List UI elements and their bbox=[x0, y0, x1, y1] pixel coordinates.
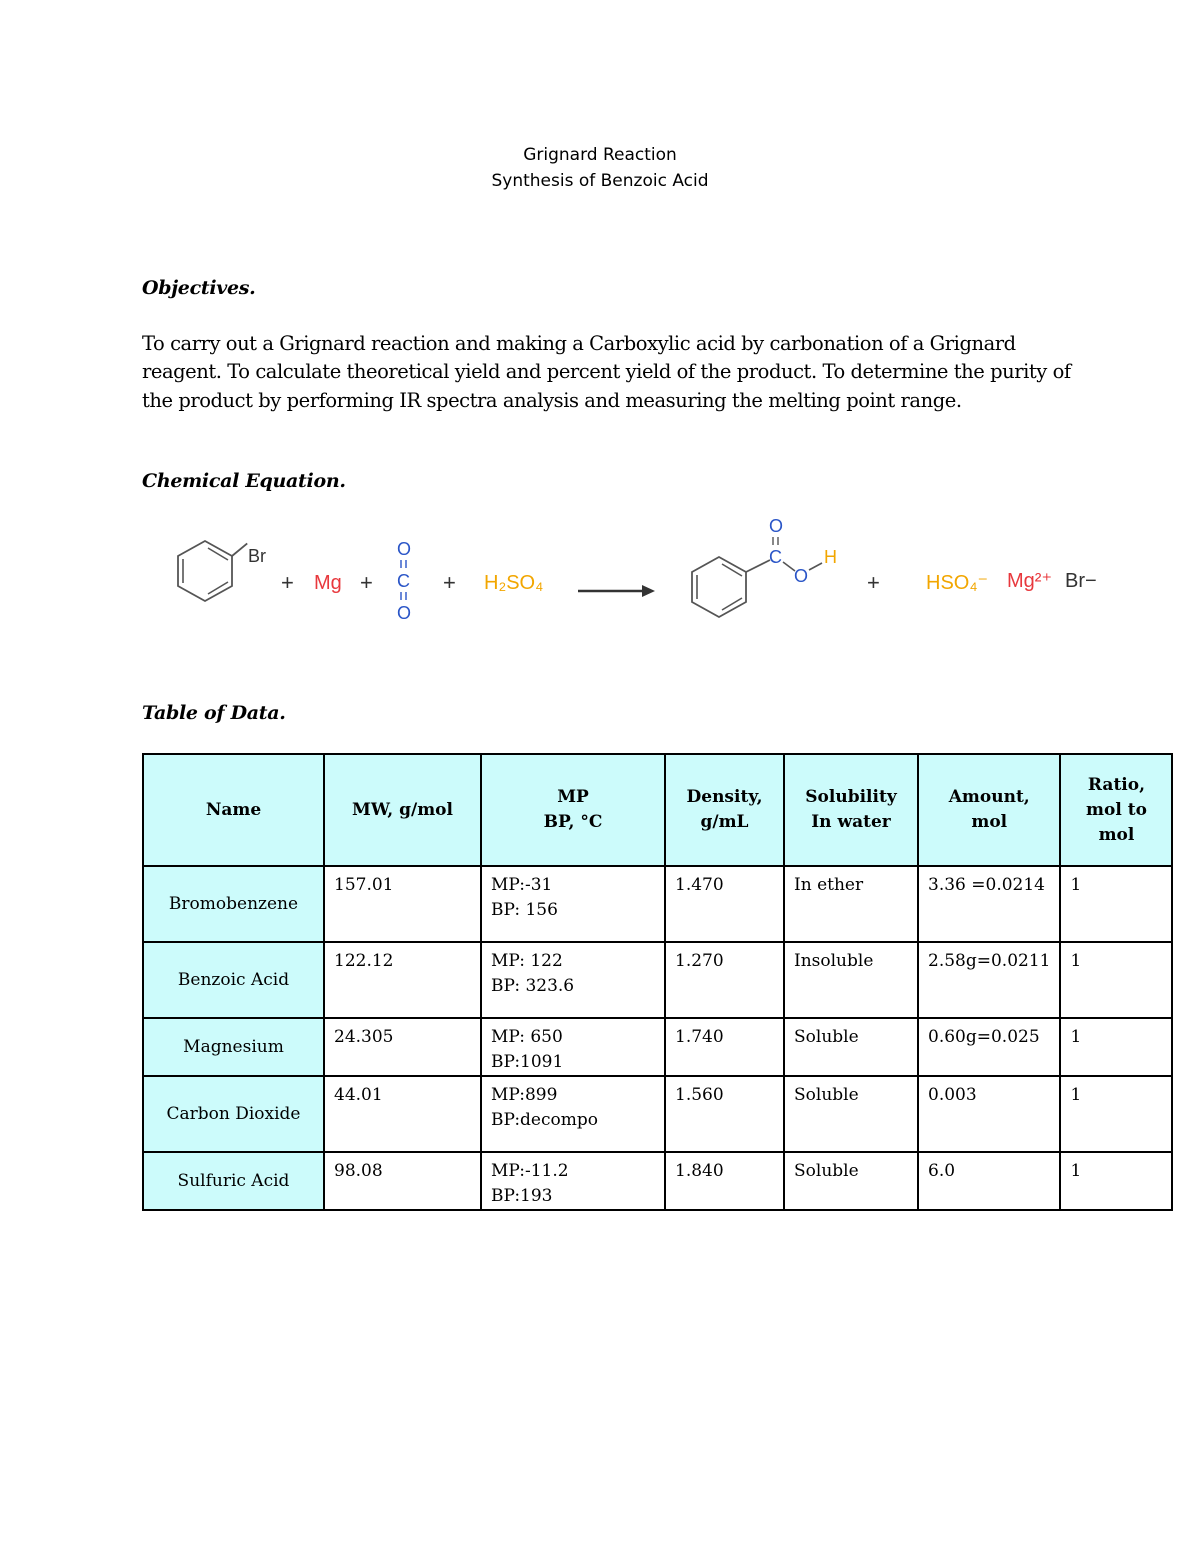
cell-mp-bp-line: MP: 122 bbox=[491, 951, 563, 971]
cell-ratio: 1 bbox=[1060, 866, 1172, 942]
cell-ratio: 1 bbox=[1060, 942, 1172, 1018]
reaction-arrow bbox=[578, 585, 655, 597]
header-mp-bp-line: BP, °C bbox=[543, 812, 603, 832]
header-mw bbox=[324, 754, 481, 866]
cell-solubility: Soluble bbox=[784, 1018, 918, 1076]
sulfuric-acid-reactant: H₂SO₄ bbox=[484, 572, 544, 594]
product-c: C bbox=[769, 547, 782, 567]
cell-mw: 44.01 bbox=[324, 1076, 481, 1152]
data-table bbox=[142, 753, 1173, 1211]
cell-mp-bp-line: BP:decompo bbox=[491, 1110, 598, 1130]
cell-mw: 24.305 bbox=[324, 1018, 481, 1076]
table-row bbox=[143, 942, 1172, 1018]
header-density bbox=[665, 754, 784, 866]
cell-amount: 6.0 bbox=[918, 1152, 1060, 1210]
cell-mp-bp-line: MP:899 bbox=[491, 1085, 558, 1105]
co2-o-bottom: O bbox=[397, 603, 412, 623]
table-header-row bbox=[143, 754, 1172, 866]
title-line-1: Grignard Reaction bbox=[523, 145, 677, 165]
cell-mp-bp-line: BP: 323.6 bbox=[491, 976, 575, 996]
chemical-equation-diagram bbox=[150, 505, 1130, 640]
table-row bbox=[143, 866, 1172, 942]
header-mp-bp bbox=[481, 754, 665, 866]
benzene-ring-reactant bbox=[178, 541, 232, 601]
br-label: Br bbox=[248, 546, 266, 566]
plus-sign-2: + bbox=[360, 570, 373, 595]
header-density-line: g/mL bbox=[700, 812, 749, 832]
co2-o-top: O bbox=[397, 539, 412, 559]
document-title bbox=[0, 142, 1200, 194]
cell-mp-bp bbox=[481, 1076, 665, 1152]
product-o-single: O bbox=[794, 566, 809, 586]
table-row bbox=[143, 1152, 1172, 1210]
cell-mp-bp bbox=[481, 1018, 665, 1076]
table-row bbox=[143, 1018, 1172, 1076]
cell-solubility: Insoluble bbox=[784, 942, 918, 1018]
chemical-equation-heading: Chemical Equation. bbox=[142, 470, 346, 492]
header-ratio bbox=[1060, 754, 1172, 866]
cell-amount: 3.36 =0.0214 bbox=[918, 866, 1060, 942]
co2-c: C bbox=[397, 571, 410, 591]
cell-ratio: 1 bbox=[1060, 1018, 1172, 1076]
plus-sign-4: + bbox=[867, 570, 880, 595]
table-row bbox=[143, 1076, 1172, 1152]
cell-ratio: 1 bbox=[1060, 1152, 1172, 1210]
cell-mp-bp bbox=[481, 866, 665, 942]
cell-name: Magnesium bbox=[143, 1018, 324, 1076]
cell-name: Benzoic Acid bbox=[143, 942, 324, 1018]
mg-reactant: Mg bbox=[314, 572, 342, 594]
cell-mp-bp-line: BP:193 bbox=[491, 1186, 553, 1206]
magnesium-ion: Mg²⁺ bbox=[1007, 570, 1052, 592]
cell-amount: 0.003 bbox=[918, 1076, 1060, 1152]
objectives-heading: Objectives. bbox=[142, 277, 256, 299]
header-solubility bbox=[784, 754, 918, 866]
header-name bbox=[143, 754, 324, 866]
benzene-ring-product bbox=[692, 557, 746, 617]
cell-mp-bp-line: BP:1091 bbox=[491, 1052, 564, 1072]
carbon-dioxide-structure bbox=[397, 539, 411, 623]
cell-density: 1.270 bbox=[665, 942, 784, 1018]
cell-mp-bp-line: MP:-31 bbox=[491, 875, 553, 895]
product-o-double: O bbox=[769, 516, 784, 536]
cell-name: Sulfuric Acid bbox=[143, 1152, 324, 1210]
benzoic-acid-structure bbox=[692, 516, 837, 617]
cell-mp-bp-line: BP: 156 bbox=[491, 900, 558, 920]
cell-solubility: Soluble bbox=[784, 1152, 918, 1210]
cell-name: Carbon Dioxide bbox=[143, 1076, 324, 1152]
cell-name: Bromobenzene bbox=[143, 866, 324, 942]
cell-amount: 0.60g=0.025 bbox=[918, 1018, 1060, 1076]
cell-density: 1.740 bbox=[665, 1018, 784, 1076]
bromide-ion: Br− bbox=[1065, 570, 1097, 592]
header-ratio-line: mol to bbox=[1086, 799, 1147, 820]
header-solubility-line: Solubility bbox=[805, 787, 897, 807]
bromobenzene-structure bbox=[178, 540, 266, 601]
cell-density: 1.560 bbox=[665, 1076, 784, 1152]
header-ratio-line: Ratio, bbox=[1087, 774, 1146, 795]
header-amount-line: mol bbox=[971, 812, 1008, 832]
header-amount-line: Amount, bbox=[948, 787, 1030, 807]
cell-mw: 98.08 bbox=[324, 1152, 481, 1210]
cell-amount: 2.58g=0.0211 bbox=[918, 942, 1060, 1018]
cell-mp-bp-line: MP: 650 bbox=[491, 1027, 563, 1047]
cell-ratio: 1 bbox=[1060, 1076, 1172, 1152]
header-solubility-line: In water bbox=[811, 812, 891, 832]
cell-density: 1.470 bbox=[665, 866, 784, 942]
cell-solubility: Soluble bbox=[784, 1076, 918, 1152]
objectives-paragraph: To carry out a Grignard reaction and making a Carboxylic acid by carbonation of a Grignard reagent. To calculate theoretical yield and percent yield of the product. To determine the purity of the product by performing IR spectra analysis and measuring the melting point range. bbox=[142, 332, 1071, 412]
cell-mp-bp-line: MP:-11.2 bbox=[491, 1161, 569, 1181]
header-ratio-line: mol bbox=[1098, 824, 1135, 845]
cell-mp-bp bbox=[481, 1152, 665, 1210]
bisulfate-ion: HSO₄⁻ bbox=[926, 572, 989, 594]
plus-sign-1: + bbox=[281, 570, 294, 595]
table-of-data-heading: Table of Data. bbox=[142, 702, 286, 724]
header-amount bbox=[918, 754, 1060, 866]
cell-mp-bp bbox=[481, 942, 665, 1018]
product-h: H bbox=[824, 547, 837, 567]
cell-density: 1.840 bbox=[665, 1152, 784, 1210]
table-body bbox=[143, 866, 1172, 1210]
header-density-line: Density, bbox=[686, 787, 763, 807]
cell-solubility: In ether bbox=[784, 866, 918, 942]
cell-mw: 157.01 bbox=[324, 866, 481, 942]
header-name-line: Name bbox=[205, 799, 262, 820]
plus-sign-3: + bbox=[443, 570, 456, 595]
title-line-2: Synthesis of Benzoic Acid bbox=[491, 171, 709, 191]
header-mw-line: MW, g/mol bbox=[352, 799, 453, 820]
header-mp-bp-line: MP bbox=[557, 787, 589, 807]
cell-mw: 122.12 bbox=[324, 942, 481, 1018]
